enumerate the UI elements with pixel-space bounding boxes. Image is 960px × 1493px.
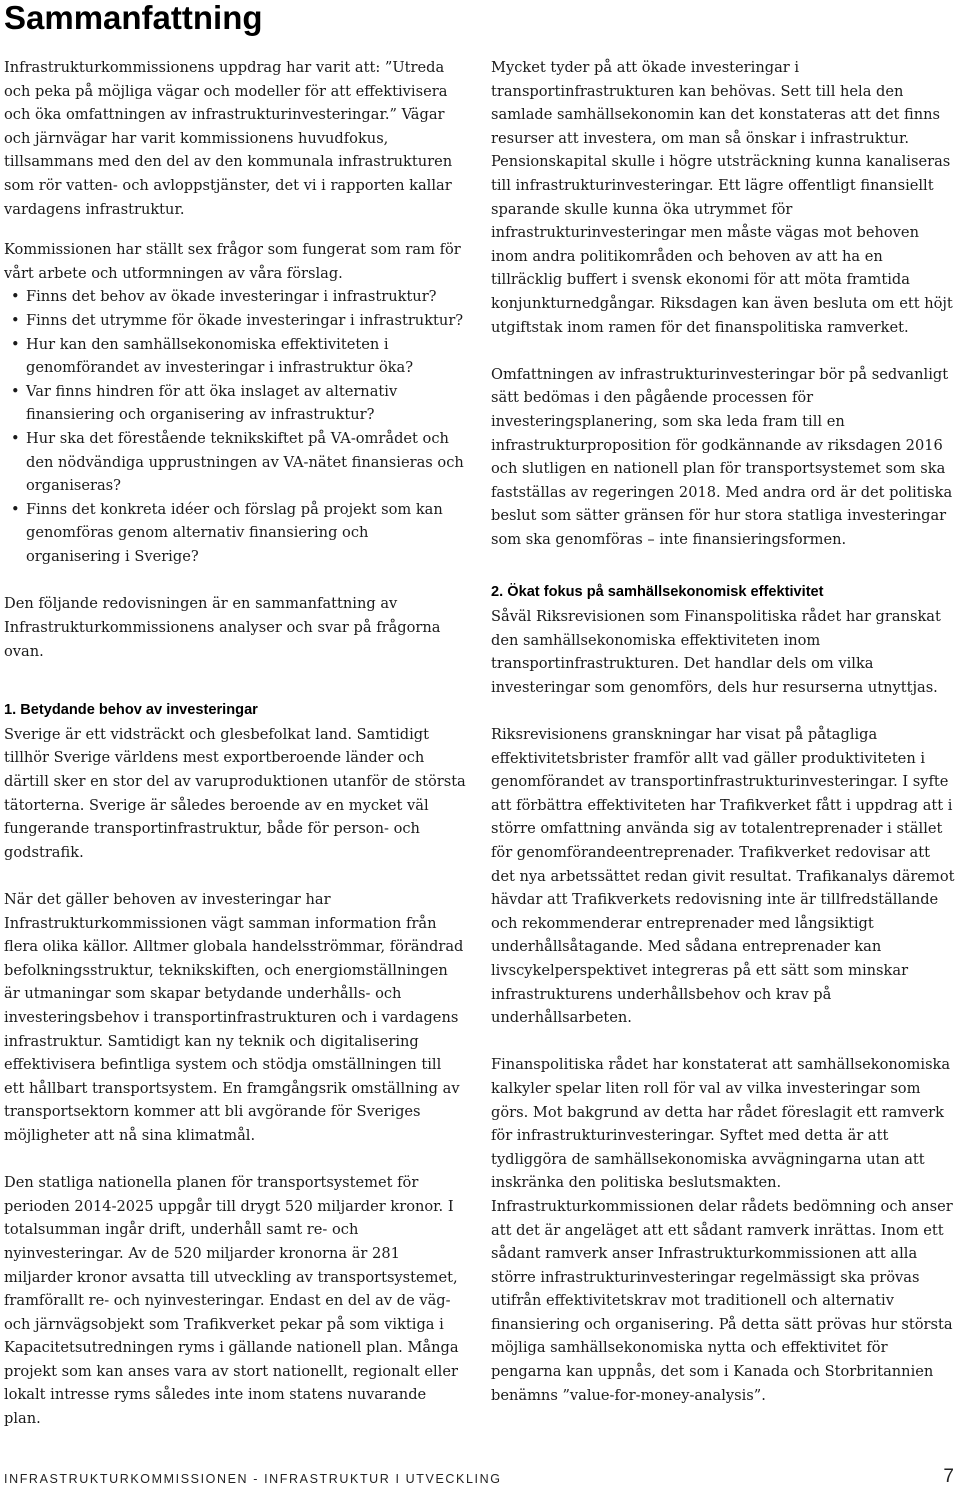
summary-note: Den följande redovisningen är en sammanfattning av Infrastrukturkommissionens analyser och svar på frågorna ovan. — [4, 595, 441, 660]
left-column — [4, 56, 466, 1454]
right-paragraph-1: Mycket tyder på att ökade investeringar i transportinfrastrukturen kan behövas. Sett till hela den samlade samhällsekonomin kan det konstateras att det finns resurser att investera, om man så önskar i infrastruktur. Pensionskapital skulle i högre utsträckning kunna kanaliseras till infrastrukturinvesteringar. Ett lägre offentligt finansiellt sparande skulle kunna öka utrymmet för infrastrukturinvesteringar men måste vägas mot behoven inom andra politikområden och behoven av att ha en tillräcklig buffert i svensk ekonomi för att möta framtida konjunkturnedgångar. Riksdagen kan även besluta om ett höjt utgiftstak inom ramen för det finanspolitiska ramverket. — [491, 59, 953, 336]
list-item: • Hur kan den samhällsekonomiska effektiviteten i genomförandet av investeringar i infrastruktur öka? — [26, 333, 466, 380]
section-2-paragraph-3: Finanspolitiska rådet har konstaterat att samhällsekonomiska kalkyler spelar liten roll för val av vilka investeringar som görs. Mot bakgrund av detta har rådet föreslagit ett ramverk för infrastrukturinvesteringar. Syftet med detta är att tydliggöra de samhällsekonomiska avvägningarna utan att inskränka den politiska beslutsmakten. Infrastrukturkommissionen delar rådets bedömning och anser att det är angeläget att ett sådant ramverk inrättas. Inom ett sådant ramverk anser Infrastrukturkommissionen att alla större infrastrukturinvesteringar regelmässigt ska prövas utifrån effektivitetskrav mot traditionell och alternativ finansiering och organisering. På detta sätt prövas hur största möjliga samhällsekonomiska nytta och effektivitet för pengarna kan uppnås, det som i Kanada och Storbritannien benämns ”value-for-money-analysis”. — [491, 1056, 953, 1404]
list-item: • Finns det konkreta idéer och förslag på projekt som kan genomföras genom alternativ finansiering och organisering i Sverige? — [26, 498, 466, 569]
page-number: 7 — [943, 1466, 954, 1487]
list-item: • Var finns hindren för att öka inslaget av alternativ finansiering och organisering av infrastruktur? — [26, 380, 466, 427]
intro-paragraph: Infrastrukturkommissionens uppdrag har varit att: ”Utreda och peka på möjliga vägar och modeller för att effektivisera och öka omfattningen av infrastrukturinvesteringar.” Vägar och järnvägar har varit kommissionens huvudfokus, tillsammans med den del av den kommunala infrastrukturen som rör vatten- och avloppstjänster, det vi i rapporten kallar vardagens infrastruktur. — [4, 59, 453, 218]
section-2-heading: 2. Ökat fokus på samhällsekonomisk effektivitet — [491, 584, 824, 601]
right-column — [491, 56, 955, 1431]
page-title: Sammanfattning — [4, 0, 263, 36]
questions-intro: Kommissionen har ställt sex frågor som fungerat som ram för vårt arbete och utformningen av våra förslag. — [4, 241, 461, 282]
right-paragraph-2: Omfattningen av infrastrukturinvesteringar bör på sedvanligt sätt bedömas i den pågående processen för investeringsplanering, som ska leda fram till en infrastrukturproposition för godkännande av riksdagen 2016 och slutligen en nationell plan för transportsystemet som ska fastställas av regeringen 2018. Med andra ord är det politiska beslut som sätter gränsen för hur stora statliga investeringar som ska genomföras – inte finansieringsformen. — [491, 365, 953, 548]
section-2-paragraph-1: Såväl Riksrevisionen som Finanspolitiska rådet har granskat den samhällsekonomiska effektiviteten inom transportinfrastrukturen. Det handlar dels om vilka investeringar som genomförs, dels hur resurserna utnyttjas. — [491, 608, 941, 696]
section-1-heading: 1. Betydande behov av investeringar — [4, 702, 258, 719]
list-item: • Hur ska det förestående teknikskiftet på VA-området och den nödvändiga upprustningen av VA-nätet finansieras och organiseras? — [26, 427, 466, 498]
questions-list — [4, 285, 466, 568]
section-1-paragraph-1: Sverige är ett vidsträckt och glesbefolkat land. Samtidigt tillhör Sverige världens mest exportberoende länder och därtill sker en stor del av varuproduktionen utanför de största tätorterna. Sverige är således beroende av en mycket väl fungerande transportinfrastruktur, både för person- och godstrafik. — [4, 725, 466, 861]
list-item: • Finns det behov av ökade investeringar i infrastruktur? — [26, 285, 466, 309]
section-2-paragraph-2: Riksrevisionens granskningar har visat på påtagliga effektivitetsbrister framför allt vad gäller produktiviteten i genomförandet av transportinfrastrukturinvesteringar. I syfte att förbättra effektiviteten har Trafikverket fått i uppdrag att i större omfattning använda sig av totalentreprenader i stället för genomförandeentreprenader. Trafikverket redovisar att det nya arbetssättet redan givit resultat. Trafikanalys däremot hävdar att Trafikverkets redovisning inte är tillfredställande och rekommenderar entreprenader med långsiktigt underhållsåtagande. Med sådana entreprenader kan livscykelperspektivet integreras på ett sätt som minskar infrastrukturens underhållsbehov och krav på underhållsarbeten. — [491, 726, 955, 1027]
list-item: • Finns det utrymme för ökade investeringar i infrastruktur? — [26, 309, 466, 333]
section-1-paragraph-3: Den statliga nationella planen för transportsystemet för perioden 2014-2025 uppgår till drygt 520 miljarder kronor. I totalsumman ingår drift, underhåll samt re- och nyinvesteringar. Av de 520 miljarder kronorna är 281 miljarder kronor avsatta till utveckling av transportsystemet, framförallt re- och nyinvesteringar. Endast en del av de väg- och järnvägsobjekt som Trafikverket pekar på som viktiga i Kapacitetsutredningen ryms i gällande nationell plan. Många projekt som kan anses vara av stort nationellt, regionalt eller lokalt intresse ryms således inte inom statens nuvarande plan. — [4, 1174, 459, 1428]
footer-label: INFRASTRUKTURKOMMISSIONEN - INFRASTRUKTUR I UTVECKLING — [4, 1472, 502, 1486]
section-1-paragraph-2: När det gäller behoven av investeringar har Infrastrukturkommissionen vägt samman information från flera olika källor. Alltmer globala handelsströmmar, förändrad befolkningsstruktur, teknikskiften, och energiomställningen är utmaningar som skapar betydande underhålls- och investeringsbehov i transportinfrastrukturen och i vardagens infrastruktur. Samtidigt kan ny teknik och digitalisering effektivisera befintliga system och stödja omställningen till ett hållbart transportsystem. En framgångsrik omställning av transportsektorn kommer att bli avgörande för Sveriges möjligheter att nå sina klimatmål. — [4, 891, 464, 1144]
